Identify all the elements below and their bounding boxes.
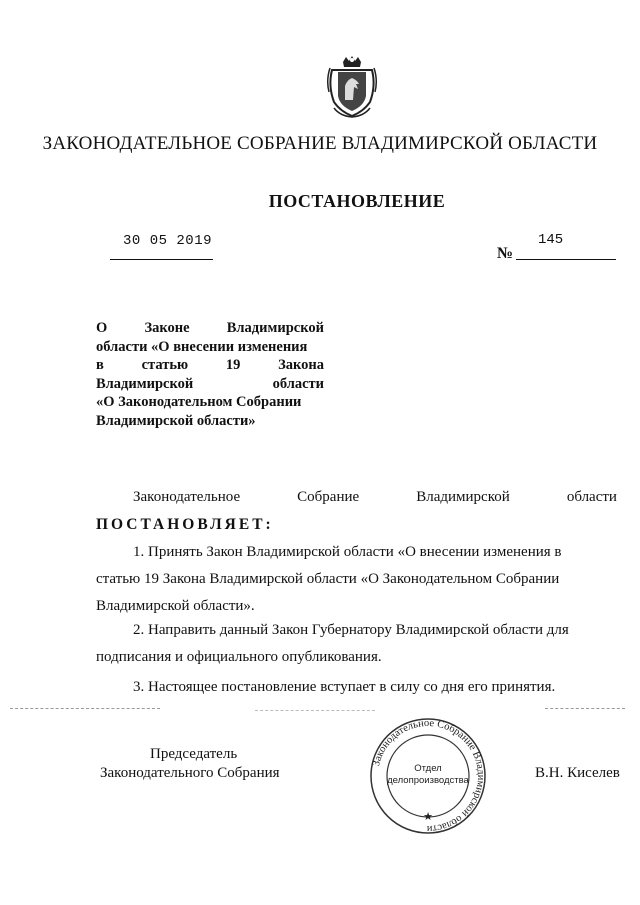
decree-item-3 [96, 674, 616, 701]
subject-word: области [272, 375, 324, 392]
item-line: Владимирской области». [96, 598, 255, 614]
subject-word: статью [141, 357, 189, 373]
preamble-word: области [566, 489, 617, 505]
preamble [133, 489, 617, 506]
signatory-name: В.Н. Киселев [535, 765, 620, 781]
document-date: 30 05 2019 [123, 233, 213, 249]
signatory-body: Законодательного Собрания [100, 765, 280, 781]
signatory-role: Председатель [150, 746, 238, 762]
stamp-star: ★ [423, 811, 433, 823]
decree-item-1 [96, 539, 616, 620]
subject-word: Владимирской [96, 375, 194, 392]
subject-word: 19 [225, 357, 241, 373]
item-line: статью 19 Закона Владимирской области «О Законодательном Собрании [96, 571, 560, 587]
scan-artifact [10, 708, 160, 709]
stamp-ring-text: Законодательное Собрание Владимирской области [371, 717, 487, 835]
subject-line: области «О внесении изменения [96, 338, 308, 355]
item-line: 2. Направить данный Закон Губернатору Владимирской области для [133, 622, 569, 638]
preamble-word: Владимирской [416, 489, 510, 505]
decree-item-2 [96, 617, 616, 671]
scan-artifact [545, 708, 625, 709]
preamble-word: Законодательное [133, 489, 241, 505]
decree-heading: ПОСТАНОВЛЯЕТ: [96, 516, 274, 533]
document-type-title: ПОСТАНОВЛЕНИЕ [268, 191, 446, 211]
item-line: подписания и официального опубликования. [96, 649, 382, 665]
subject-line [96, 319, 324, 338]
subject-block [96, 319, 324, 430]
subject-word: Закона [278, 357, 324, 373]
subject-word: Владимирской [226, 320, 324, 336]
date-underline [110, 259, 213, 260]
subject-word: в [96, 357, 104, 373]
scan-artifact [255, 710, 375, 711]
number-label: № [497, 245, 514, 262]
organization-title: ЗАКОНОДАТЕЛЬНОЕ СОБРАНИЕ ВЛАДИМИРСКОЙ ОБЛАСТИ [42, 133, 598, 154]
stamp-center-line1: Отдел [414, 763, 442, 774]
subject-word: О [96, 320, 108, 336]
subject-line: «О Законодательном Собрании [96, 394, 302, 410]
subject-line [96, 356, 324, 375]
number-underline [516, 259, 616, 260]
subject-line [96, 375, 324, 394]
preamble-word: Собрание [297, 489, 360, 505]
item-line: 3. Настоящее постановление вступает в силу со дня его принятия. [133, 679, 556, 695]
subject-word: Законе [144, 320, 190, 336]
stamp-center-line2: делопроизводства [387, 775, 469, 786]
document-number: 145 [538, 232, 564, 248]
item-line: 1. Принять Закон Владимирской области «О внесении изменения в [133, 544, 562, 560]
official-stamp [360, 717, 496, 835]
coat-of-arms-icon [326, 56, 378, 118]
subject-line: Владимирской области» [96, 412, 256, 429]
